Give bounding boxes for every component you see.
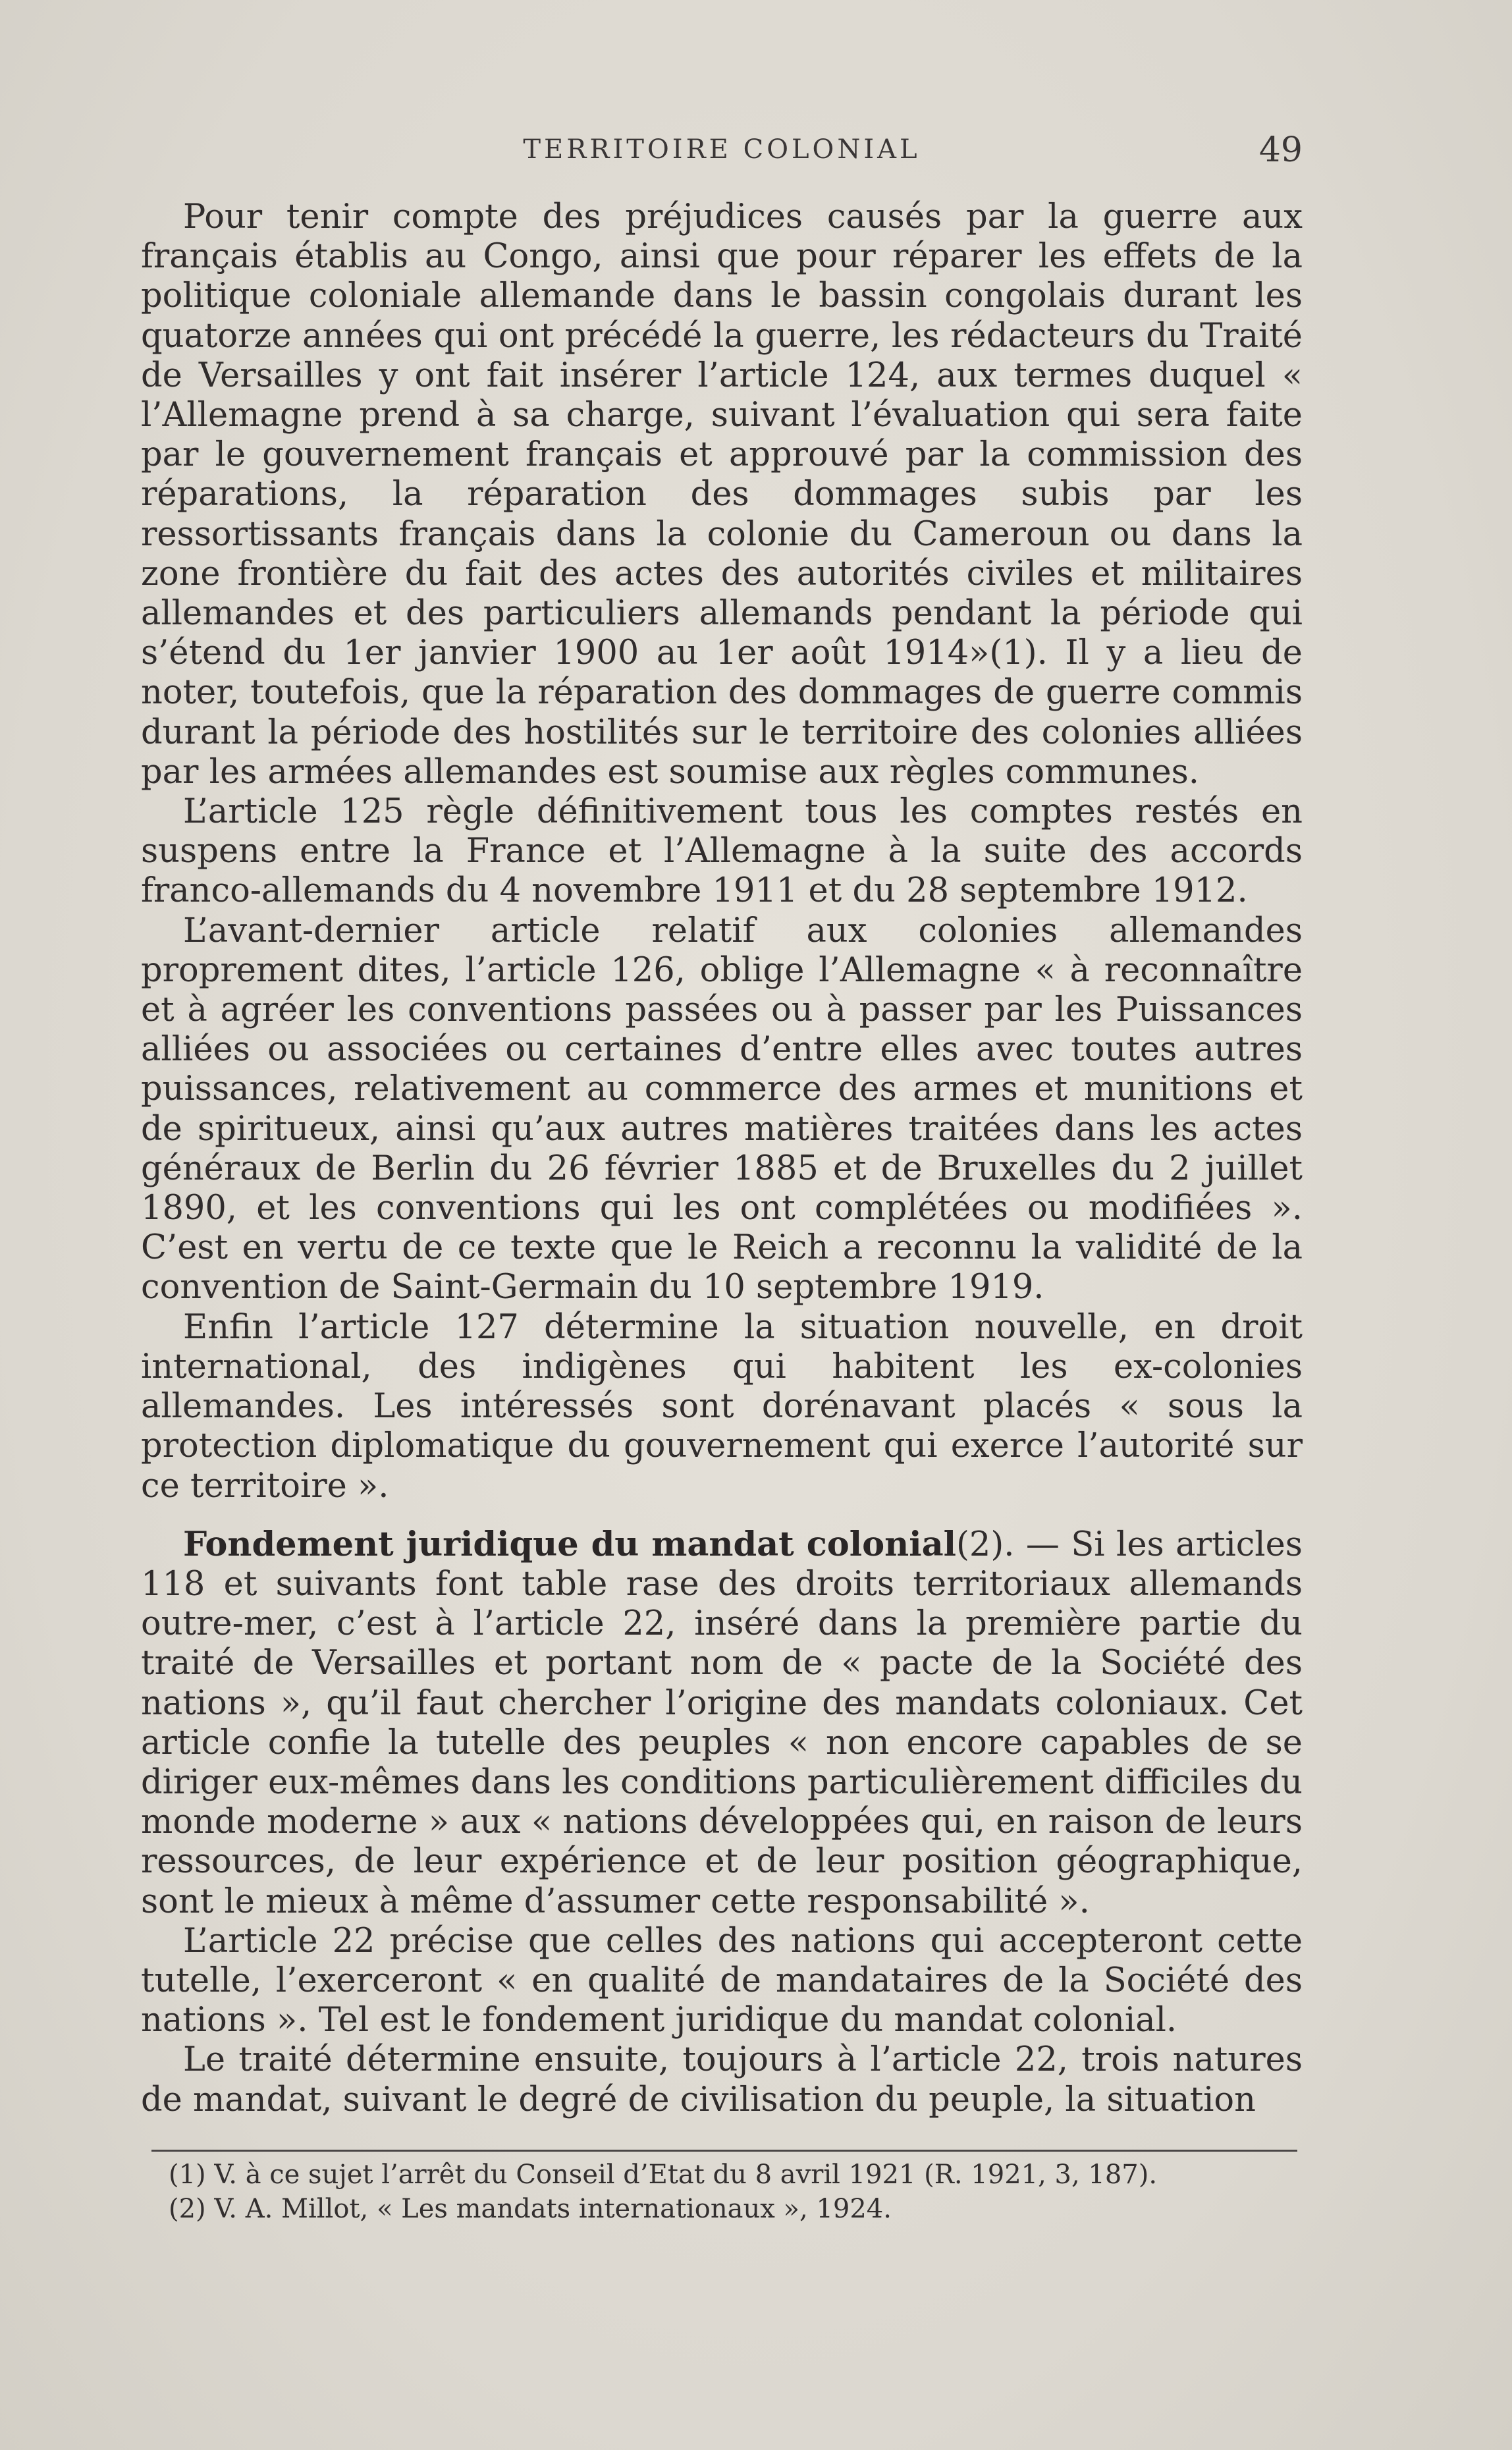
section-heading: Fondement juridique du mandat colonial (183, 1524, 957, 1564)
footnote-1: (1) V. à ce sujet l’arrêt du Conseil d’Etat du 8 avril 1921 (R. 1921, 3, 187). (169, 2160, 1158, 2190)
paragraph-6: L’article 22 précise que celles des nations qui accepteront cette tutelle, l’exerceront « en qualité de mandataires de la Société des nations ». Tel est le fondement juridique du mandat colonial. (141, 1921, 1303, 2040)
footnote-2: (2) V. A. Millot, « Les mandats internationaux », 1924. (169, 2194, 892, 2224)
paragraph-5 (141, 1525, 1303, 1922)
paragraph-1: Pour tenir compte des préjudices causés par la guerre aux français établis au Congo, ainsi que pour réparer les effets de la politique coloniale allemande dans le bassin congolais durant les quatorze années qui ont précédé la guerre, les rédacteurs du Traité de Versailles y ont fait insérer l’article 124, aux termes duquel « l’Allemagne prend à sa charge, suivant l’évaluation qui sera faite par le gouvernement français et approuvé par la commission des réparations, la réparation des dommages subis par les ressortissants français dans la colonie du Cameroun ou dans la zone frontière du fait des actes des autorités civiles et militaires allemandes et des particuliers allemands pendant la période qui s’étend du 1er janvier 1900 au 1er août 1914»(1). Il y a lieu de noter, toutefois, que la réparation des dommages de guerre commis durant la période des hostilités sur le territoire des colonies alliées par les armées allemandes est soumise aux règles communes. (141, 198, 1303, 792)
paragraph-3: L’avant-dernier article relatif aux colonies allemandes proprement dites, l’article 126, oblige l’Allemagne « à reconnaître et à agréer les conventions passées ou à passer par les Puissances alliées ou associées ou certaines d’entre elles avec toutes autres puissances, relativement au commerce des armes et munitions et de spiritueux, ainsi qu’aux autres matières traitées dans les actes généraux de Berlin du 26 février 1885 et de Bruxelles du 2 juillet 1890, et les conventions qui les ont complétées ou modifiées ». C’est en vertu de ce texte que le Reich a reconnu la validité de la convention de Saint-Germain du 10 septembre 1919. (141, 911, 1303, 1307)
main-text (141, 198, 1303, 2120)
footnotes (169, 2158, 1301, 2226)
paragraph-4: Enfin l’article 127 détermine la situation nouvelle, en droit international, des indigènes qui habitent les ex-colonies allemandes. Les intéressés sont dorénavant placés « sous la protection diplomatique du gouvernement qui exerce l’autorité sur ce territoire ». (141, 1307, 1303, 1506)
paragraph-2: L’article 125 règle définitivement tous les comptes restés en suspens entre la France et l’Allemagne à la suite des accords franco-allemands du 4 novembre 1911 et du 28 septembre 1912. (141, 792, 1303, 911)
page-header (141, 130, 1303, 177)
paragraph-7: Le traité détermine ensuite, toujours à l’article 22, trois natures de mandat, suivant le degré de civilisation du peuple, la situation (141, 2040, 1303, 2119)
running-title: TERRITOIRE COLONIAL (523, 134, 921, 165)
section-text: — Si les articles 118 et suivants font table rase des droits territoriaux allemands outre-mer, c’est à l’article 22, inséré dans la première partie du traité de Versailles et portant nom de « pacte de la Société des nations », qu’il faut chercher l’origine des mandats coloniaux. Cet article confie la tutelle des peuples « non encore capables de se diriger eux-mêmes dans les conditions particulièrement difficiles du monde moderne » aux « nations développées qui, en raison de leurs ressources, de leur expérience et de leur position géographique, sont le mieux à même d’assumer cette responsabilité ». (141, 1525, 1303, 1921)
footnote-divider (151, 2150, 1297, 2152)
section-footnote-ref: (2). (956, 1525, 1015, 1564)
page-number: 49 (1258, 130, 1303, 170)
